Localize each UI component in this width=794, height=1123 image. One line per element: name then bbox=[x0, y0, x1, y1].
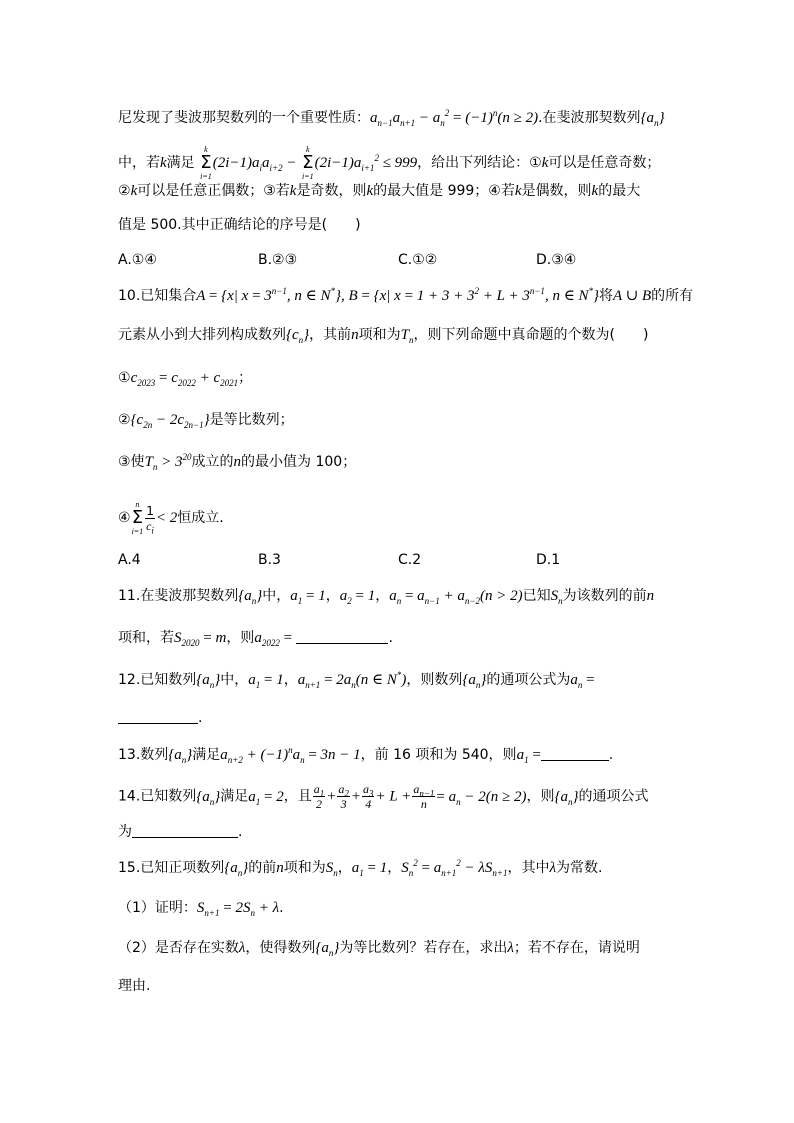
q10-item-2: $②\{c_{2n} - 2c_{2n-1}\}$是等比数列； bbox=[118, 412, 294, 430]
q11-line-1: 11.在斐波那契数列$\{a_n\}$中，$a_1 = 1$，$a_2 = 1$，$a_n = a_{n-1} + a_{n-2}(n > 2)$已知$S_n$为该数列的前n bbox=[118, 588, 655, 606]
q10-option-a[interactable]: A.4 bbox=[118, 552, 141, 568]
q9-option-c[interactable]: C.①② bbox=[398, 252, 438, 268]
q10-item-1: $①c_{2023} = c_{2022} + c_{2021}$； bbox=[118, 370, 253, 388]
q13-answer-blank[interactable] bbox=[541, 746, 609, 761]
q12-line-2: . bbox=[118, 708, 202, 728]
fraction: $\frac{1}{c_i}$ bbox=[146, 503, 154, 535]
sum-symbol: n Σ i=1 bbox=[131, 500, 144, 536]
q9-options bbox=[118, 250, 718, 270]
q9-line-4: 值是 500.其中正确结论的序号是( ) bbox=[118, 217, 361, 233]
q9-option-b[interactable]: B.②③ bbox=[258, 252, 298, 268]
q14-line-1: 14.已知数列$\{a_n\}$满足$a_1 = 2$，且 $\frac{a_1}{2}$ + $\frac{a_2}{3}$ + $\frac{a_3}{4}$ + L + $\frac{a_{n-1}}{n}$ = $a_n - 2(n \ge 2)$，则$\{a_n\}$的通项公式 bbox=[118, 782, 649, 811]
q10-options bbox=[118, 550, 718, 570]
q9-option-d[interactable]: D.③④ bbox=[536, 252, 577, 268]
q9-line-3: ②k可以是任意正偶数；③若k是奇数，则k的最大值是 999；④若k是偶数，则k的最大 bbox=[118, 183, 641, 199]
q11-line-2: 项和，若$S_{2020} = m$，则$a_{2022}$ = . bbox=[118, 630, 393, 648]
q10-option-b[interactable]: B.3 bbox=[258, 552, 281, 568]
q14-answer-blank[interactable] bbox=[132, 823, 238, 838]
q11-answer-blank[interactable] bbox=[296, 629, 388, 644]
sum-symbol: k Σ i=1 bbox=[301, 145, 314, 181]
math-seq: $\{a_n\}$ bbox=[640, 110, 665, 128]
q10-item-3: ③使$T_n > 3^{20}$成立的n的最小值为 100； bbox=[118, 452, 357, 472]
q14-line-2: 为 . bbox=[118, 824, 243, 840]
q10-option-c[interactable]: C.2 bbox=[398, 552, 422, 568]
q15-line-1: 15.已知正项数列$\{a_n\}$的前n项和为$S_n$，$a_1 = 1$，$S_n^2 = a_{n+1}^2 - \lambda S_{n+1}$，其中λ为常数. bbox=[118, 858, 603, 878]
math-identity: $a_{n-1}a_{n+1} - a_n^2 = (-1)^n(n \ge 2)$ bbox=[370, 108, 539, 128]
q10-item-4: ④ n Σ i=1 $\frac{1}{c_i}$ < 2恒成立. bbox=[118, 500, 224, 536]
q10-line-1: 10.已知集合A = {x| $x = 3^{n-1}$, n ∈ N*}, B = {x| $x = 1 + 3 + 3^2 + L + 3^{n-1}$, n ∈ N*}将A ∪ B的所有 bbox=[118, 286, 694, 304]
q15-part-2-cont: 理由. bbox=[118, 978, 151, 994]
q10-line-2: 元素从小到大排列构成数列$\{c_n\}$，其前n项和为$T_n$，则下列命题中真命题的个数为( ) bbox=[118, 327, 649, 345]
q9-line-2: 中，若k满足 k Σ i=1 $(2i-1)a_ia_{i+2}$ − k Σ i=1 $(2i-1)a_{i+1}^2 \le 999$，给出下列结论：①k可以是任意奇数； bbox=[118, 145, 661, 181]
q9-line-1: 尼发现了斐波那契数列的一个重要性质：$a_{n-1}a_{n+1} - a_n^2 = (-1)^n(n \ge 2)$.在斐波那契数列$\{a_n\}$ bbox=[118, 108, 665, 128]
q10-option-d[interactable]: D.1 bbox=[536, 552, 561, 568]
sum-symbol: k Σ i=1 bbox=[200, 145, 212, 181]
q12-answer-blank[interactable] bbox=[118, 709, 198, 724]
q13-line: 13.数列$\{a_n\}$满足$a_{n+2} + (-1)^na_n = 3n - 1$，前 16 项和为 540，则$a_1$ = . bbox=[118, 745, 614, 765]
q12-line-1: 12.已知数列$\{a_n\}$中，$a_1 = 1$，$a_{n+1} = 2a_n(n$ ∈ N*)，则数列$\{a_n\}$的通项公式为$a_n$ = bbox=[118, 670, 595, 690]
q15-part-1: （1）证明：$S_{n+1} = 2S_n + \lambda$. bbox=[118, 900, 284, 918]
q9-option-a[interactable]: A.①④ bbox=[118, 252, 157, 268]
q15-part-2: （2）是否存在实数λ，使得数列$\{a_n\}$为等比数列？若存在，求出λ；若不存在，请说明 bbox=[118, 940, 640, 958]
